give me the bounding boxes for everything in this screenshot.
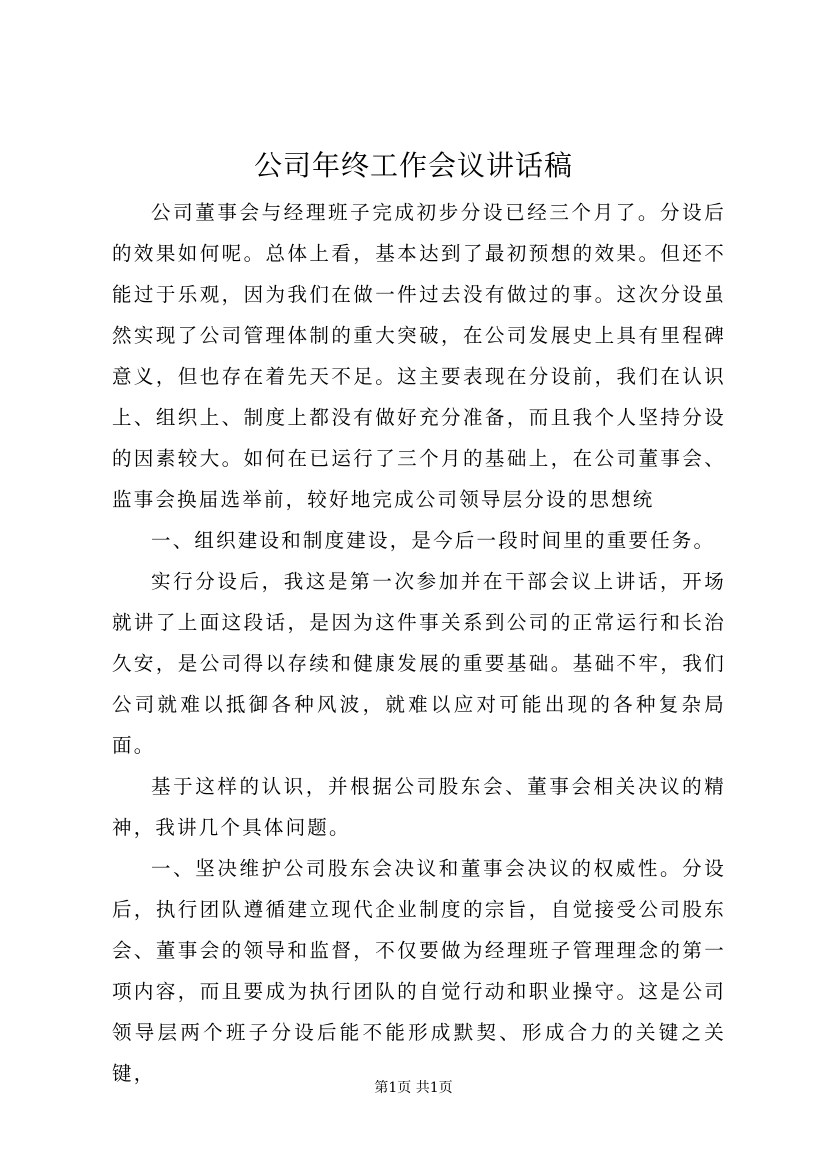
paragraph-4: 基于这样的认识，并根据公司股东会、董事会相关决议的精神，我讲几个具体问题。 [112, 775, 726, 839]
paragraph-2: 一、组织建设和制度建设，是今后一段时间里的重要任务。 [151, 529, 716, 552]
paragraph-5: 一、坚决维护公司股东会决议和董事会决议的权威性。分设后，执行团队遵循建立现代企业制度的宗旨，自觉接受公司股东会、董事会的领导和监督，不仅要做为经理班子管理理念的第一项内容，而且要成为执行团队的自觉行动和职业操守。这是公司领导层两个班子分设后能不能形成默契、形成合力的关键之关键， [112, 857, 726, 1085]
document-body [112, 192, 726, 1094]
paragraph-1: 公司董事会与经理班子完成初步分设已经三个月了。分设后的效果如何呢。总体上看，基本达到了最初预想的效果。但还不能过于乐观，因为我们在做一件过去没有做过的事。这次分设虽然实现了公司管理体制的重大突破，在公司发展史上具有里程碑意义，但也存在着先天不足。这主要表现在分设前，我们在认识上、组织上、制度上都没有做好充分准备，而且我个人坚持分设的因素较大。如何在已运行了三个月的基础上，在公司董事会、监事会换届选举前，较好地完成公司领导层分设的思想统 [112, 201, 726, 511]
paragraph-3: 实行分设后，我这是第一次参加并在干部会议上讲话，开场就讲了上面这段话，是因为这件事关系到公司的正常运行和长治久安，是公司得以存续和健康发展的重要基础。基础不牢，我们公司就难以抵御各种风波，就难以应对可能出现的各种复杂局面。 [112, 570, 726, 757]
document-title: 公司年终工作会议讲话稿 [253, 149, 573, 182]
page-footer: 第1页 共1页 [374, 1080, 453, 1096]
